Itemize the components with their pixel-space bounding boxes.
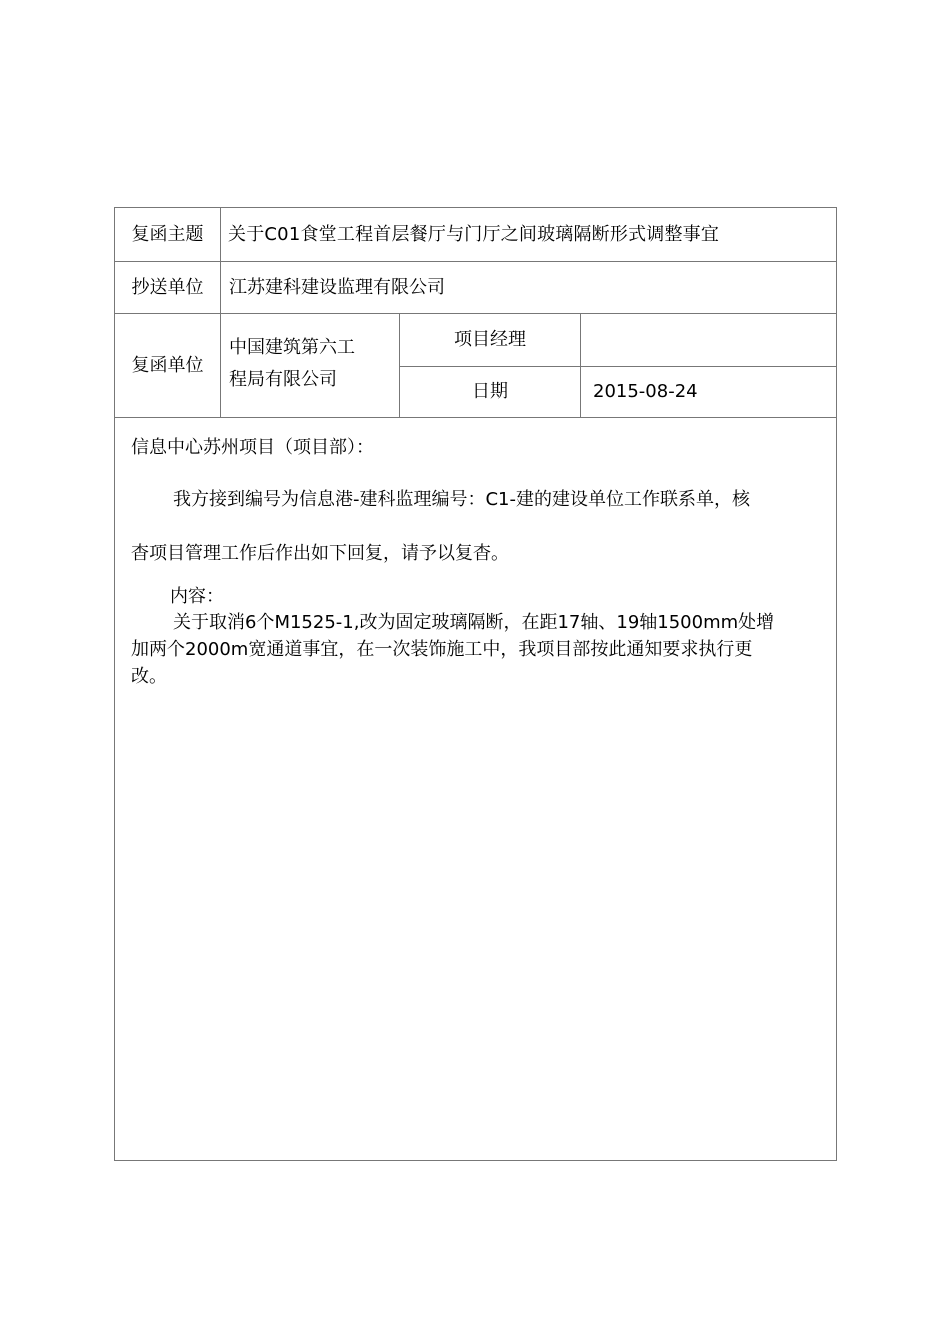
content-line: 关于取消6个M1525-1,改为固定玻璃隔断，在距17轴、19轴1500mm处增 — [173, 612, 775, 633]
salutation: 信息中心苏州项目（项目部）： — [131, 437, 374, 458]
content-line: 改。 — [131, 666, 167, 687]
content-label: 内容： — [170, 586, 224, 607]
reply-unit-label: 复函单位 — [131, 354, 204, 376]
cc-label: 抄送单位 — [131, 276, 204, 298]
subject-value: 关于C01食堂工程首层餐厅与门厅之间玻璃隔断形式调整事宜 — [228, 223, 720, 245]
cc-value: 江苏建科建设监理有限公司 — [229, 276, 445, 298]
row-divider — [115, 417, 836, 418]
reply-unit-value — [221, 314, 399, 417]
reply-letter-form — [114, 207, 837, 1161]
subject-label: 复函主题 — [131, 223, 204, 245]
date-value: 2015-08-24 — [593, 381, 698, 402]
reply-unit-line: 中国建筑第六工 — [229, 337, 355, 358]
date-label: 日期 — [472, 381, 508, 402]
paragraph-line: 杳项目管理工作后作出如下回复，请予以复杳。 — [131, 543, 509, 564]
project-manager-value — [581, 314, 836, 366]
content-line: 加两个2000m宽通道事宜，在一次装饰施工中，我项目部按此通知要求执行更 — [131, 639, 753, 660]
paragraph-line: 我方接到编号为信息港-建科监理编号：C1-建的建设单位工作联系单，核 — [173, 489, 751, 510]
reply-unit-line: 程局有限公司 — [229, 369, 337, 390]
project-manager-label: 项目经理 — [454, 329, 526, 350]
